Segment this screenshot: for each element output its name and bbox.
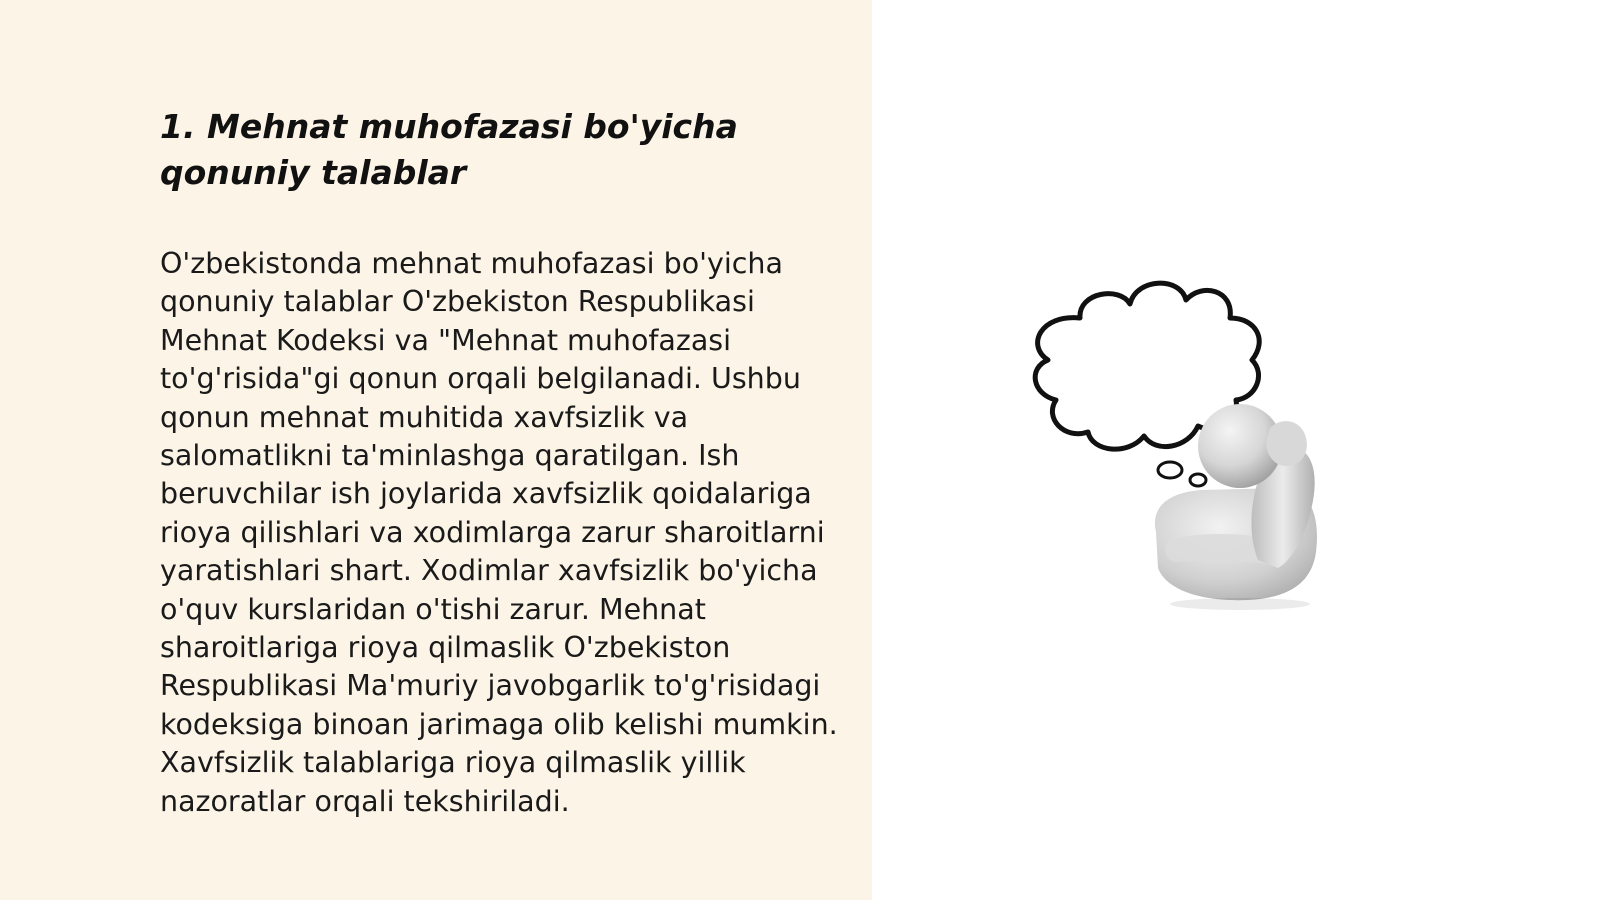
slide-body-text: O'zbekistonda mehnat muhofazasi bo'yicha qonuniy talablar O'zbekiston Respublikasi Mehnat Kodeksi va "Mehnat muhofazasi to'g'risida"gi qonun orqali belgilanadi. Ushbu qonun mehnat muhitida xavfsizlik va salomatlikni ta'minlashga qaratilgan. Ish beruvchilar ish joylarida xavfsizlik qoidalariga rioya qilishlari va xodimlarga zarur sharoitlarni yaratishlari shart. Xodimlar xavfsizlik bo'yicha o'quv kurslaridan o'tishi zarur. Mehnat sharoitlariga rioya qilmaslik O'zbekiston Respublikasi Ma'muriy javobgarlik to'g'risidagi kodeksiga binoan jarimaga olib kelishi mumkin. Xavfsizlik talablariga rioya qilmaslik yillik nazoratlar orqali tekshiriladi. xyxy=(160,247,838,818)
thinking-person-illustration xyxy=(1020,270,1360,620)
slide-title: 1. Mehnat muhofazasi bo'yicha qonuniy talablar xyxy=(160,107,738,192)
